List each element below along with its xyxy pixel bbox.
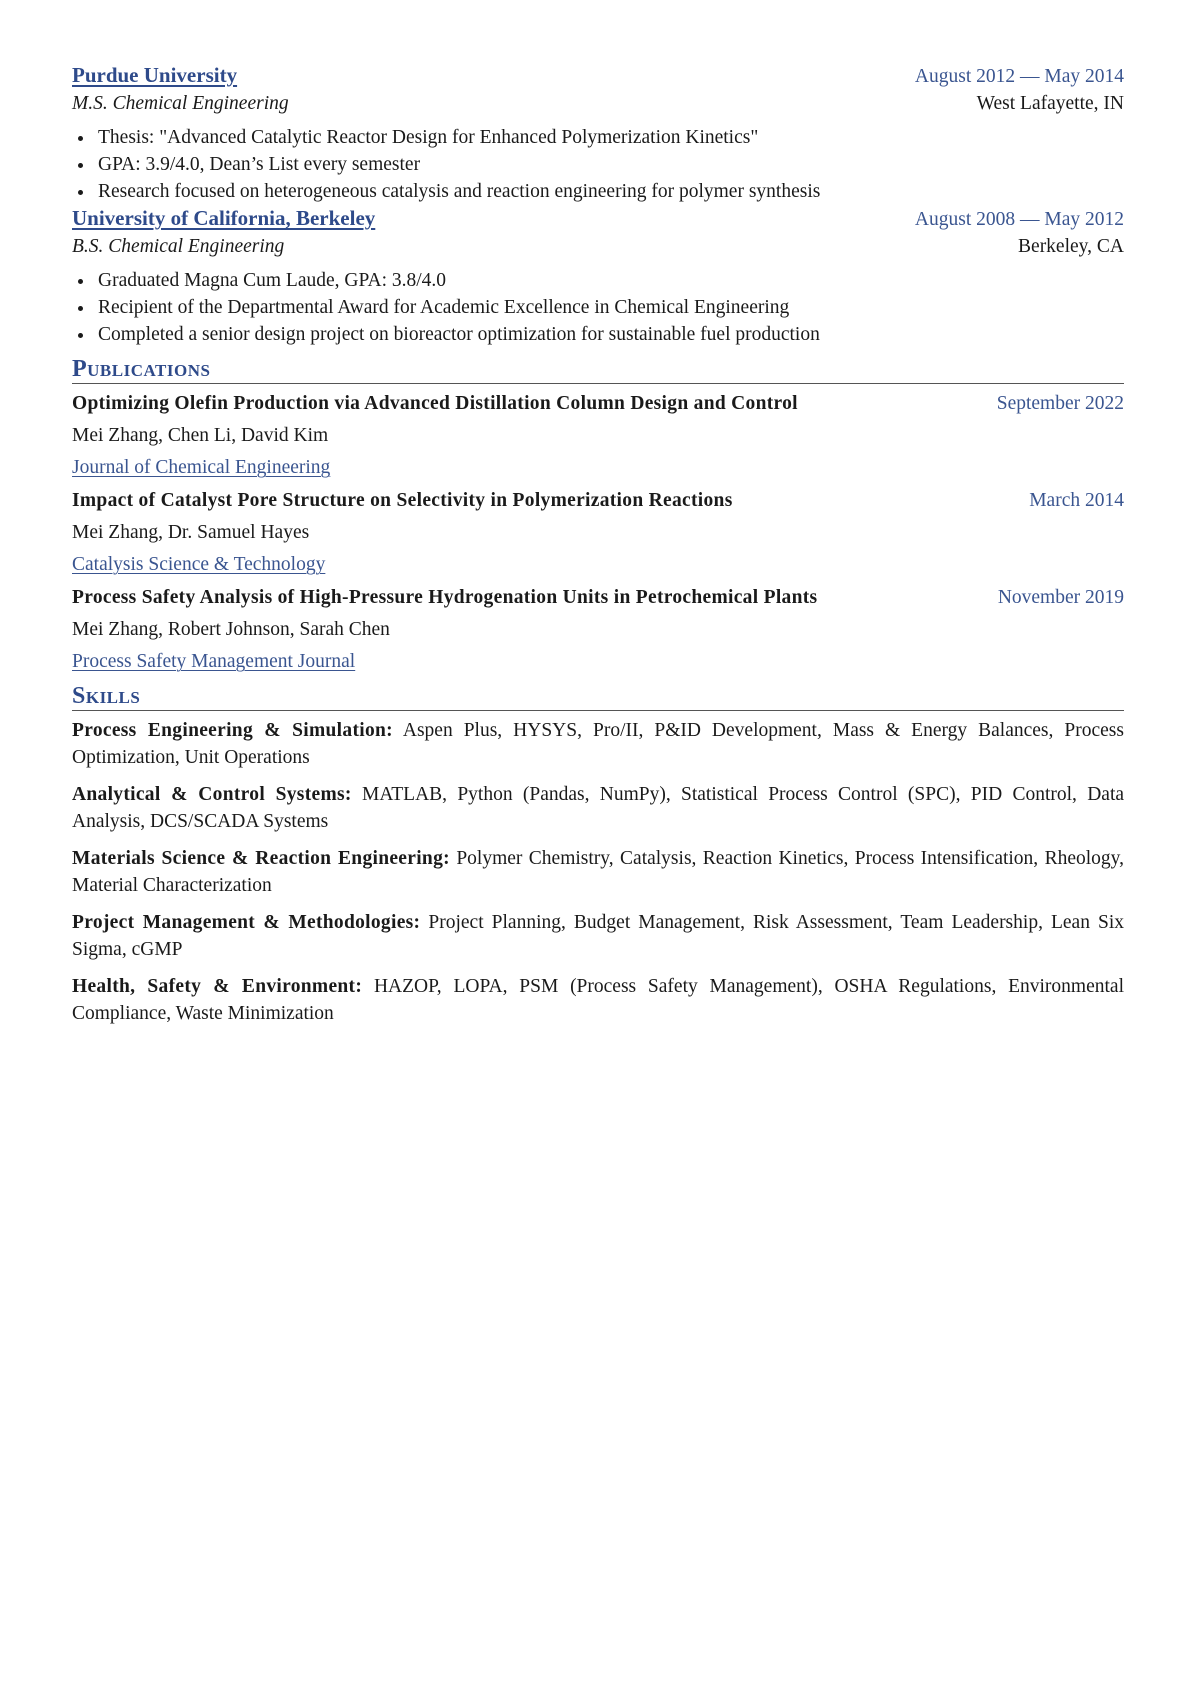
publication-date: November 2019 <box>997 587 1124 608</box>
section-heading-publications: Publications <box>72 355 1124 384</box>
degree: B.S. Chemical Engineering <box>72 236 285 257</box>
list-item <box>74 178 1124 205</box>
publication-date: September 2022 <box>996 393 1124 414</box>
bullet-text: GPA: 3.9/4.0, Dean’s List every semester <box>98 154 421 175</box>
education-subheader <box>72 90 1124 117</box>
section-heading-skills: Skills <box>72 682 1124 711</box>
skill-category: Materials Science & Reaction Engineering: <box>72 848 450 869</box>
skill-values: HAZOP, LOPA, PSM (Process Safety Management), OSHA Regulations, Environmental Compliance, Waste Minimization <box>72 976 1124 1024</box>
skill-category: Analytical & Control Systems: <box>72 784 352 805</box>
bullet-text: Thesis: "Advanced Catalytic Reactor Design for Enhanced Polymerization Kinetics" <box>98 127 759 148</box>
bullet-icon <box>78 136 83 141</box>
skill-entry <box>72 717 1124 771</box>
publication-authors: Mei Zhang, Chen Li, David Kim <box>72 425 329 446</box>
publication-venue-link[interactable]: Journal of Chemical Engineering <box>72 457 331 478</box>
publication-title: Optimizing Olefin Production via Advanced Distillation Column Design and Control <box>72 393 798 414</box>
publication-entry <box>72 584 1124 675</box>
education-header <box>72 62 1124 90</box>
bullet-icon <box>78 306 83 311</box>
bullet-text: Recipient of the Departmental Award for Academic Excellence in Chemical Engineering <box>98 297 790 318</box>
bullet-icon <box>78 190 83 195</box>
publication-title: Process Safety Analysis of High-Pressure Hydrogenation Units in Petrochemical Plants <box>72 587 818 608</box>
education-entry <box>72 62 1124 205</box>
skill-values: Aspen Plus, HYSYS, Pro/II, P&ID Development, Mass & Energy Balances, Process Optimization, Unit Operations <box>72 720 1124 768</box>
list-item <box>74 294 1124 321</box>
bullet-text: Graduated Magna Cum Laude, GPA: 3.8/4.0 <box>98 270 447 291</box>
institution-link[interactable]: Purdue University <box>72 63 238 87</box>
skill-values: Project Planning, Budget Management, Risk Assessment, Team Leadership, Lean Six Sigma, cGMP <box>72 912 1125 960</box>
bullet-icon <box>78 333 83 338</box>
skill-values: Polymer Chemistry, Catalysis, Reaction Kinetics, Process Intensification, Rheology, Material Characterization <box>72 848 1125 896</box>
education-header <box>72 205 1124 233</box>
publication-header <box>72 584 1124 611</box>
degree: M.S. Chemical Engineering <box>72 93 289 114</box>
bullet-icon <box>78 163 83 168</box>
publication-authors: Mei Zhang, Robert Johnson, Sarah Chen <box>72 619 390 640</box>
skill-category: Health, Safety & Environment: <box>72 976 363 997</box>
skill-category: Process Engineering & Simulation: <box>72 720 393 741</box>
publication-date: March 2014 <box>1029 490 1124 511</box>
education-dates: August 2008 — May 2012 <box>914 209 1124 230</box>
skills-list <box>72 717 1124 1027</box>
publication-header <box>72 487 1124 514</box>
institution-link[interactable]: University of California, Berkeley <box>72 206 376 230</box>
publication-entry <box>72 487 1124 578</box>
skill-entry <box>72 973 1124 1027</box>
publication-header <box>72 390 1124 417</box>
resume-page <box>72 62 1124 1027</box>
list-item <box>74 321 1124 348</box>
list-item <box>74 267 1124 294</box>
bullet-icon <box>78 279 83 284</box>
publication-title: Impact of Catalyst Pore Structure on Selectivity in Polymerization Reactions <box>72 490 733 511</box>
bullet-text: Completed a senior design project on bioreactor optimization for sustainable fuel production <box>98 324 820 345</box>
skill-values: MATLAB, Python (Pandas, NumPy), Statistical Process Control (SPC), PID Control, Data Analysis, DCS/SCADA Systems <box>72 784 1125 832</box>
education-entry <box>72 205 1124 348</box>
bullet-text: Research focused on heterogeneous catalysis and reaction engineering for polymer synthesis <box>98 181 821 202</box>
skill-category: Project Management & Methodologies: <box>72 912 421 933</box>
skill-entry <box>72 781 1124 835</box>
education-bullets <box>72 124 1124 205</box>
publication-venue-link[interactable]: Process Safety Management Journal <box>72 651 356 672</box>
publication-venue-link[interactable]: Catalysis Science & Technology <box>72 554 326 575</box>
education-location: West Lafayette, IN <box>976 93 1124 114</box>
publication-entry <box>72 390 1124 481</box>
skill-entry <box>72 909 1124 963</box>
education-subheader <box>72 233 1124 260</box>
education-bullets <box>72 267 1124 348</box>
education-location: Berkeley, CA <box>1018 236 1124 257</box>
list-item <box>74 151 1124 178</box>
list-item <box>74 124 1124 151</box>
skill-entry <box>72 845 1124 899</box>
education-dates: August 2012 — May 2014 <box>914 66 1124 87</box>
publication-authors: Mei Zhang, Dr. Samuel Hayes <box>72 522 310 543</box>
